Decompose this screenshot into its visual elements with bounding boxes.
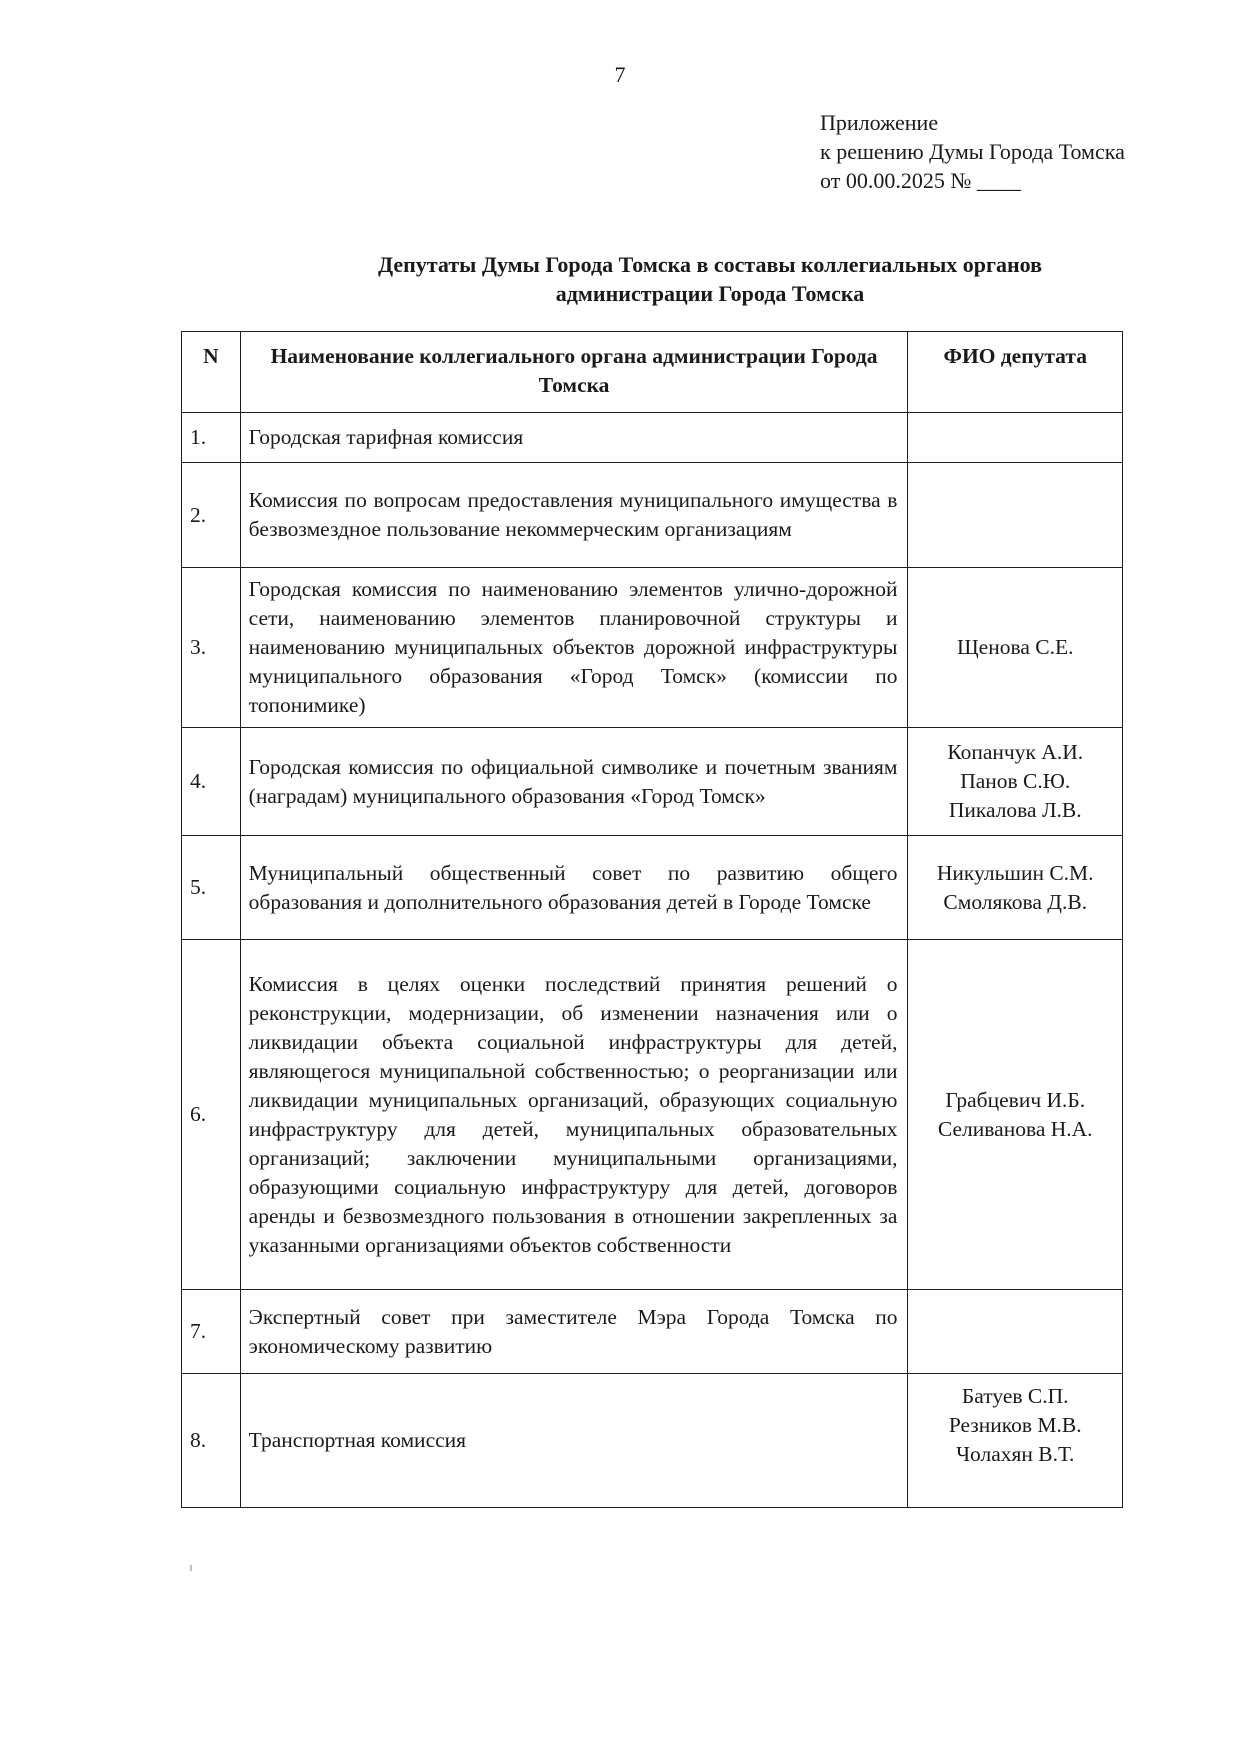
deputy-name: Чолахян В.Т.: [956, 1442, 1075, 1466]
header-deputies: ФИО депутата: [908, 332, 1123, 413]
table-row: [182, 836, 1123, 940]
appendix-label: Приложение: [820, 110, 939, 135]
deputy-name: Батуев С.П.: [961, 1384, 1069, 1408]
deputies-cell: [908, 728, 1123, 836]
committee-name: Городская тарифная комиссия: [240, 413, 908, 463]
appendix-decision-ref: к решению Думы Города Томска: [820, 139, 1125, 164]
deputies-cell: [908, 413, 1123, 463]
deputy-name: Панов С.Ю.: [960, 769, 1071, 793]
committee-name: Комиссия по вопросам предоставления муниципального имущества в безвозмездное пользование некоммерческим организациям: [240, 463, 908, 568]
row-number: 1.: [182, 413, 241, 463]
row-number: 6.: [182, 940, 241, 1290]
row-number: 4.: [182, 728, 241, 836]
table-row: [182, 568, 1123, 728]
committee-name: Муниципальный общественный совет по развитию общего образования и дополнительного образования детей в Городе Томске: [240, 836, 908, 940]
scan-artifact: [190, 1565, 192, 1571]
deputies-cell: [908, 1374, 1123, 1508]
document-title-line-1: Депутаты Думы Города Томска в составы коллегиальных органов: [377, 252, 1042, 277]
deputies-cell: [908, 568, 1123, 728]
row-number: 8.: [182, 1374, 241, 1508]
row-number: 3.: [182, 568, 241, 728]
row-number: 7.: [182, 1290, 241, 1374]
deputies-cell: [908, 836, 1123, 940]
document-title-line-2: администрации Города Томска: [555, 281, 865, 306]
table-row: [182, 940, 1123, 1290]
deputy-name: Смолякова Д.В.: [943, 889, 1088, 914]
table-row: [182, 728, 1123, 836]
table-row: [182, 1374, 1123, 1508]
header-committee-name: Наименование коллегиального органа администрации Города Томска: [240, 332, 908, 413]
table-row: [182, 1290, 1123, 1374]
table-row: [182, 413, 1123, 463]
committee-name: Транспортная комиссия: [240, 1374, 908, 1508]
deputy-name: Никульшин С.М.: [936, 860, 1094, 885]
deputy-name: Копанчук А.И.: [947, 740, 1084, 764]
committee-name: Комиссия в целях оценки последствий принятия решений о реконструкции, модернизации, об изменении назначения или о ликвидации объекта социальной инфраструктуры для детей, являющегося муниципальной собственностью; о реорганизации или ликвидации муниципальных организаций, образующих социальную инфраструктуру для детей, муниципальных образовательных организаций; заключении муниципальными организациями, образующими социальную инфраструктуру для детей, договоров аренды и безвозмездного пользования в отношении закрепленных за указанными организациями объектов собственности: [240, 940, 908, 1290]
table-header-row: [182, 332, 1123, 413]
header-number: N: [182, 332, 241, 413]
appendix-block: [820, 108, 1125, 195]
deputy-name: Резников М.В.: [948, 1413, 1082, 1437]
document-title: [300, 250, 1120, 308]
table-row: [182, 463, 1123, 568]
deputies-cell: [908, 940, 1123, 1290]
committee-table: [181, 331, 1123, 1508]
row-number: 2.: [182, 463, 241, 568]
committee-name: Экспертный совет при заместителе Мэра Города Томска по экономическому развитию: [240, 1290, 908, 1374]
deputies-cell: [908, 1290, 1123, 1374]
appendix-date-number: от 00.00.2025 № ____: [820, 168, 1021, 193]
deputy-name: Грабцевич И.Б.: [945, 1087, 1086, 1112]
row-number: 5.: [182, 836, 241, 940]
page-number: 7: [614, 62, 626, 87]
deputies-cell: [908, 463, 1123, 568]
deputy-name: Пикалова Л.В.: [948, 798, 1082, 822]
committee-name: Городская комиссия по наименованию элементов улично-дорожной сети, наименованию элементов планировочной структуры и наименованию муниципальных объектов дорожной инфраструктуры муниципального образования «Город Томск» (комиссии по топонимике): [240, 568, 908, 728]
deputy-name: Селиванова Н.А.: [937, 1116, 1093, 1141]
deputy-name: Щенова С.Е.: [956, 635, 1074, 659]
committee-name: Городская комиссия по официальной символике и почетным званиям (наградам) муниципального образования «Город Томск»: [240, 728, 908, 836]
